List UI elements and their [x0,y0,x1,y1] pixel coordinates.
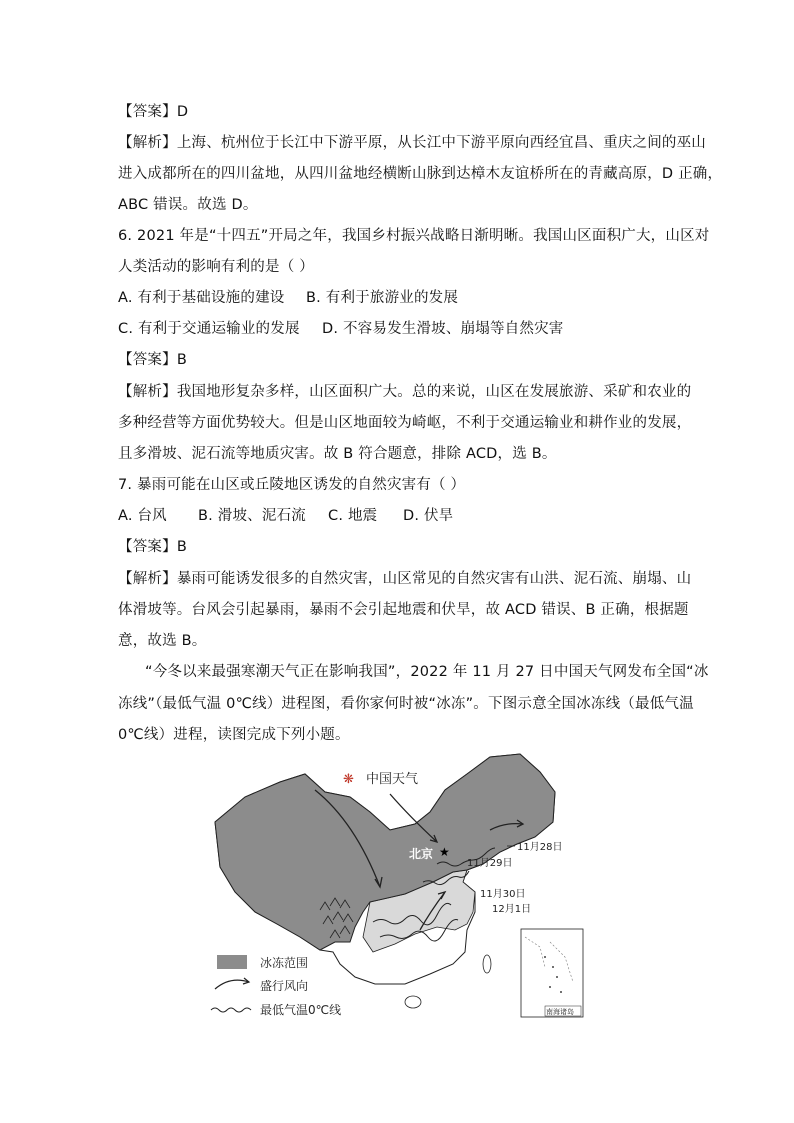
inset-south-china-sea [521,929,583,1017]
analysis-6-line-3: 且多滑坡、泥石流等地质灾害。故 B 符合题意，排除 ACD，选 B。 [118,446,557,462]
option-d: D. 伏旱 [403,508,454,524]
question-6-stem-2: 人类活动的影响有利的是（ ） [118,259,314,275]
label-brand: 中国天气 [366,772,419,787]
taiwan-island [483,955,491,973]
question-6-options-row-2 [118,319,563,339]
analysis-6-line-2: 多种经营等方面优势较大。但是山区地面较为崎岖，不利于交通运输业和耕作业的发展， [118,415,692,431]
option-b: B. 滑坡、泥石流 [198,508,306,524]
intro-line-1: “今冬以来最强寒潮天气正在影响我国”，2022 年 11 月 27 日中国天气网发布全国“冰 [145,664,709,680]
option-c: C. 地震 [328,508,378,524]
answer-value: D [176,104,189,120]
option-c: C. 有利于交通运输业的发展 [118,321,300,337]
answer-label: 【答案】 [118,539,177,555]
legend-freeze-swatch [217,955,247,969]
analysis-5-line-3: ABC 错误。故选 D。 [118,197,258,213]
question-7-options [118,506,453,526]
legend-wind-arrow-icon [215,980,249,989]
legend-line-label: 最低气温0℃线 [260,1003,342,1017]
label-date-nov28: 11月28日 [517,842,563,853]
analysis-6-line-1: 【解析】我国地形复杂多样，山区面积广大。总的来说，山区在发展旅游、采矿和农业的 [118,384,692,400]
inset-label: 南海诸岛 [546,1008,574,1016]
question-6-options-row-1 [118,288,458,308]
answer-6 [118,350,187,370]
answer-value: B [176,539,187,555]
analysis-7-line-1: 【解析】暴雨可能诱发很多的自然灾害，山区常见的自然灾害有山洪、泥石流、崩塌、山 [118,571,692,587]
label-date-nov30: 11月30日 [480,889,526,900]
analysis-label: 【解析】 [118,384,177,400]
option-a: A. 台风 [118,508,167,524]
label-beijing: 北京 [409,847,434,861]
freeze-line-map [205,752,590,1024]
option-b: B. 有利于旅游业的发展 [306,290,459,306]
analysis-label: 【解析】 [118,571,177,587]
option-a: A. 有利于基础设施的建设 [118,290,285,306]
option-d: D. 不容易发生滑坡、崩塌等自然灾害 [322,321,564,337]
brand-logo-icon: ❋ [343,772,354,787]
legend-freeze-line-icon [211,1008,251,1012]
analysis-5-line-1: 【解析】上海、杭州位于长江中下游平原，从长江中下游平原向西经宜昌、重庆之间的巫山 [118,135,707,151]
label-date-nov29: 11月29日 [467,858,513,869]
question-7-stem: 7. 暴雨可能在山区或丘陵地区诱发的自然灾害有（ ） [118,477,466,493]
question-6-stem-1: 6. 2021 年是“十四五”开局之年，我国乡村振兴战略日渐明晰。我国山区面积广大，山区对 [118,228,710,244]
beijing-star-icon: ★ [439,845,450,859]
legend-freeze-label: 冰冻范围 [260,956,309,970]
answer-label: 【答案】 [118,352,177,368]
answer-value: B [176,352,187,368]
analysis-7-line-3: 意，故选 B。 [118,633,207,649]
intro-line-3: 0℃线）进程，读图完成下列小题。 [118,727,350,743]
answer-7 [118,537,187,557]
answer-5 [118,102,188,122]
analysis-label: 【解析】 [118,135,177,151]
label-date-dec1: 12月1日 [492,904,532,915]
hainan-island [405,996,421,1008]
analysis-5-line-2: 进入成都所在的四川盆地，从四川盆地经横断山脉到达樟木友谊桥所在的青藏高原，D 正确， [118,166,723,182]
answer-label: 【答案】 [118,104,177,120]
analysis-7-line-2: 体滑坡等。台风会引起暴雨，暴雨不会引起地震和伏旱，故 ACD 错误、B 正确，根据题 [118,602,689,618]
intro-line-2: 冻线”（最低气温 0℃线）进程图，看你家何时被“冰冻”。下图示意全国冰冻线（最低气温 [118,696,694,712]
legend-wind-label: 盛行风向 [260,979,309,993]
